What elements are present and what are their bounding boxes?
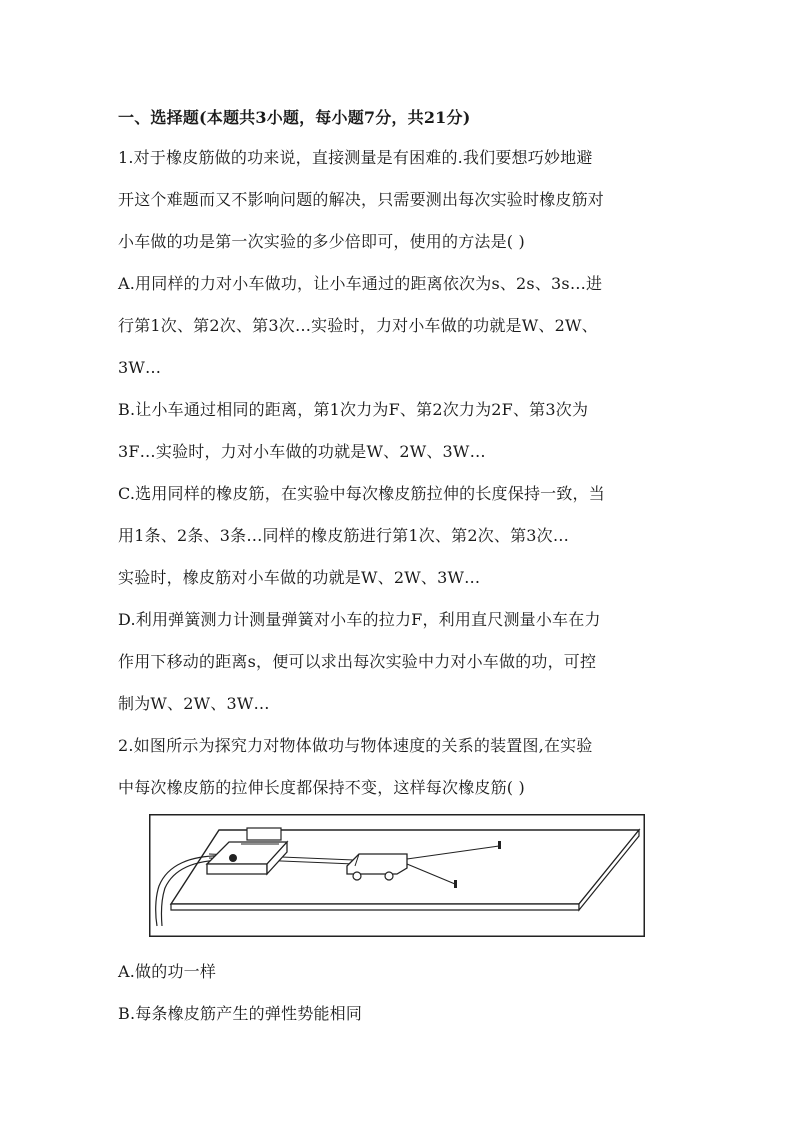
question-2-stem-line-2: 中每次橡皮筋的拉伸长度都保持不变，这样每次橡皮筋( ) — [118, 778, 525, 797]
timer-body — [247, 828, 281, 840]
section-heading: 一、选择题(本题共3小题，每小题7分，共21分) — [118, 108, 471, 127]
question-1-option-b-line-1: B.让小车通过相同的距离，第1次力为F、第2次力为2F、第3次为 — [118, 400, 589, 419]
question-1-option-d-line-1: D.利用弹簧测力计测量弹簧对小车的拉力F，利用直尺测量小车在力 — [118, 610, 601, 629]
question-1-option-a-line-2: 行第1次、第2次、第3次…实验时，力对小车做的功就是W、2W、 — [118, 316, 598, 335]
board-front-edge — [171, 904, 579, 910]
apparatus-diagram — [149, 814, 645, 937]
question-1-stem-line-3: 小车做的功是第一次实验的多少倍即可，使用的方法是( ) — [118, 232, 525, 251]
question-1-option-c-line-3: 实验时，橡皮筋对小车做的功就是W、2W、3W… — [118, 568, 481, 587]
question-2-stem-line-1: 2.如图所示为探究力对物体做功与物体速度的关系的装置图,在实验 — [118, 736, 593, 755]
question-1-option-b-line-2: 3F…实验时，力对小车做的功就是W、2W、3W… — [118, 442, 486, 461]
question-1-option-a-line-3: 3W… — [118, 358, 162, 377]
cart-wheel-rear — [353, 872, 361, 880]
question-1-stem-line-1: 1.对于橡皮筋做的功来说，直接测量是有困难的.我们要想巧妙地避 — [118, 148, 593, 167]
nail-lower — [454, 880, 457, 888]
nail-upper — [498, 841, 501, 849]
question-2-option-b: B.每条橡皮筋产生的弹性势能相同 — [118, 1004, 363, 1023]
question-1-option-c-line-1: C.选用同样的橡皮筋，在实验中每次橡皮筋拉伸的长度保持一致，当 — [118, 484, 605, 503]
question-1-stem-line-2: 开这个难题而又不影响问题的解决，只需要测出每次实验时橡皮筋对 — [118, 190, 605, 209]
question-2-option-a: A.做的功一样 — [118, 962, 217, 981]
question-1-option-a-line-1: A.用同样的力对小车做功，让小车通过的距离依次为s、2s、3s…进 — [118, 274, 603, 293]
cart-wheel-front — [385, 872, 393, 880]
question-1-option-d-line-3: 制为W、2W、3W… — [118, 694, 270, 713]
apparatus-figure — [149, 814, 645, 937]
question-1-option-d-line-2: 作用下移动的距离s，便可以求出每次实验中力对小车做的功，可控 — [118, 652, 597, 671]
question-1-option-c-line-2: 用1条、2条、3条…同样的橡皮筋进行第1次、第2次、第3次… — [118, 526, 570, 545]
timer-base-front — [207, 864, 267, 874]
timer-knob — [229, 854, 237, 862]
